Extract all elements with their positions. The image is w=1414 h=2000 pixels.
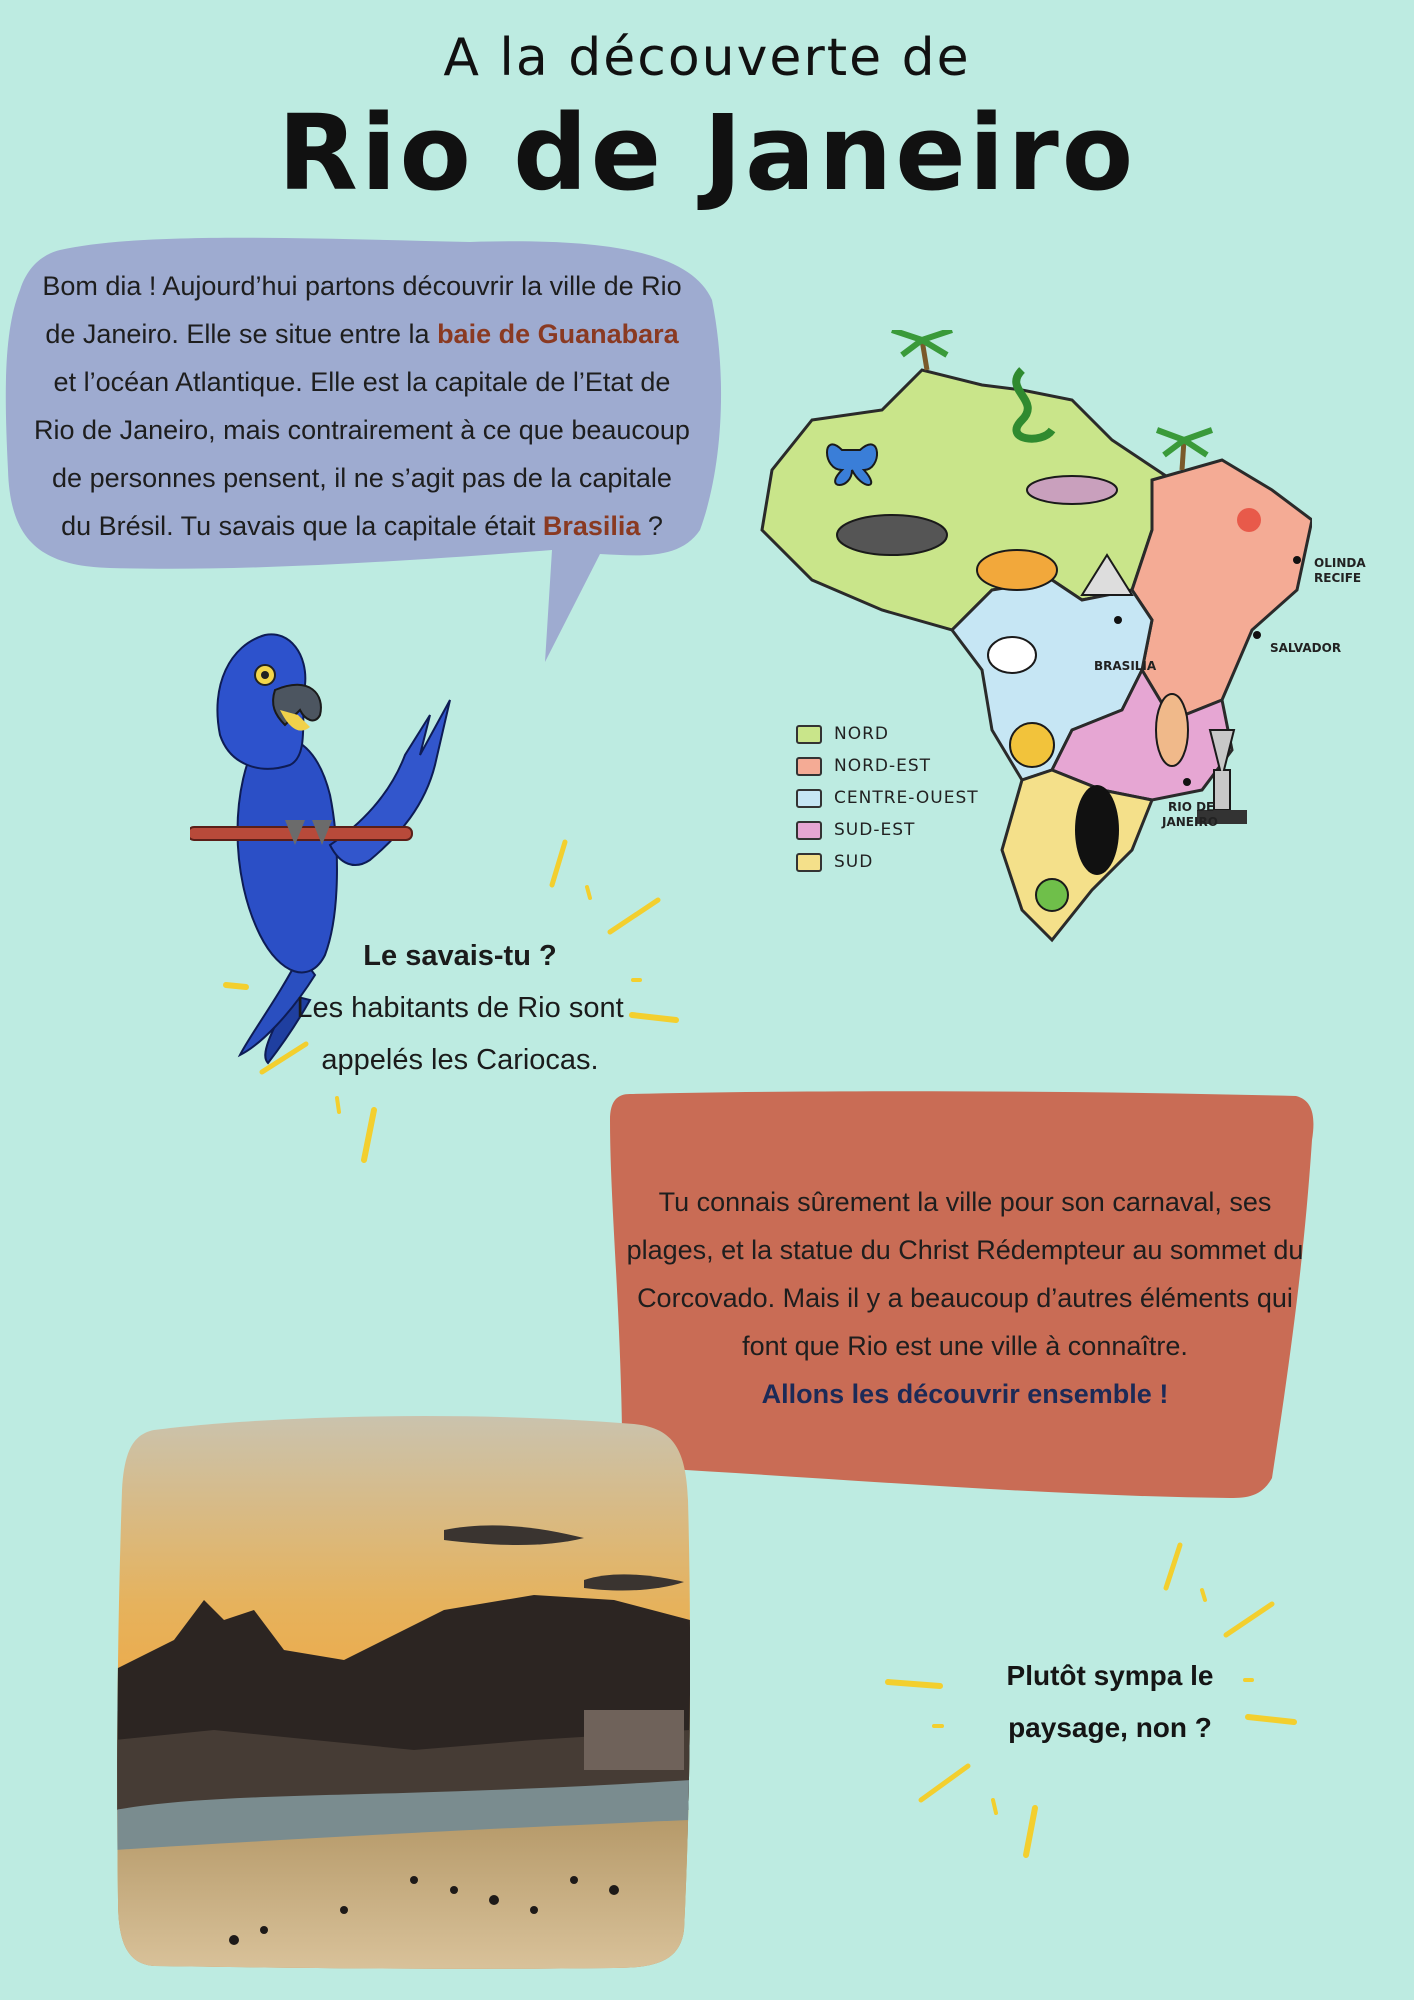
region-sud — [1002, 770, 1152, 940]
map-toucan — [1075, 785, 1119, 875]
fun-fact — [270, 930, 650, 1086]
intro-part3: ? — [640, 511, 663, 541]
legend-item-nord: NORD — [796, 724, 889, 748]
legend-item-nord-est: NORD-EST — [796, 756, 931, 780]
map-umbrella — [1237, 508, 1261, 532]
intro-text — [34, 262, 690, 550]
legend-swatch-nord-est — [796, 757, 822, 776]
legend-item-sud: SUD — [796, 852, 873, 876]
aside-line1: Plutôt sympa le — [1006, 1660, 1214, 1691]
info-paragraph: Tu connais sûrement la ville pour son carnaval, ses plages, et la statue du Christ Rédempteur au sommet du Corcovado. Mais il y a beaucoup d’autres éléments qui font que Rio est une ville à connaître. — [626, 1187, 1304, 1361]
aside-comment — [960, 1650, 1260, 1754]
city-recife: RECIFE — [1314, 571, 1362, 585]
map-guava — [1036, 879, 1068, 911]
info-box-text — [620, 1178, 1310, 1418]
map-dancer — [1156, 694, 1188, 766]
highlight-guanabara: baie de Guanabara — [437, 319, 679, 349]
intro-part1: Bom dia ! Aujourd’hui partons découvrir la ville de Rio de Janeiro. Elle se situe entre la — [42, 271, 682, 349]
aside-line2: paysage, non ? — [1008, 1712, 1212, 1743]
legend-swatch-sud-est — [796, 821, 822, 840]
map-dolphin — [1027, 476, 1117, 504]
city-rio-2: JANEIRO — [1162, 815, 1218, 829]
city-olinda: OLINDA — [1314, 556, 1366, 570]
legend-swatch-nord — [796, 725, 822, 744]
city-rio-1: RIO DE — [1168, 800, 1215, 814]
rio-landscape-photo — [114, 1410, 690, 1970]
map-tree — [1010, 723, 1054, 767]
page-title: Rio de Janeiro — [277, 92, 1137, 214]
fun-fact-line2: appelés les Cariocas. — [321, 1044, 599, 1076]
fun-fact-line1: Les habitants de Rio sont — [296, 992, 624, 1024]
highlight-brasilia: Brasilia — [542, 511, 641, 541]
city-brasilia: BRASILIA — [1094, 659, 1157, 673]
map-jaguar — [977, 550, 1057, 590]
map-anteater — [837, 515, 947, 555]
legend-item-sud-est: SUD-EST — [796, 820, 915, 844]
info-cta: Allons les découvrir ensemble ! — [761, 1379, 1169, 1409]
map-christ-statue — [1210, 730, 1234, 810]
legend-swatch-sud — [796, 853, 822, 872]
legend-item-centre-ouest: CENTRE-OUEST — [796, 788, 979, 812]
map-cow — [988, 637, 1036, 673]
city-salvador: SALVADOR — [1270, 641, 1342, 655]
fun-fact-heading: Le savais-tu ? — [363, 940, 557, 972]
region-nord-est — [1132, 460, 1312, 720]
legend-swatch-centre-ouest — [796, 789, 822, 808]
page-subtitle: A la découverte de — [443, 28, 971, 88]
intro-part2: et l’océan Atlantique. Elle est la capitale de l’Etat de Rio de Janeiro, mais contrairement à ce que beaucoup de personnes pensent, il ne s’agit pas de la capitale du Brésil. Tu savais que la capitale était — [34, 367, 690, 541]
